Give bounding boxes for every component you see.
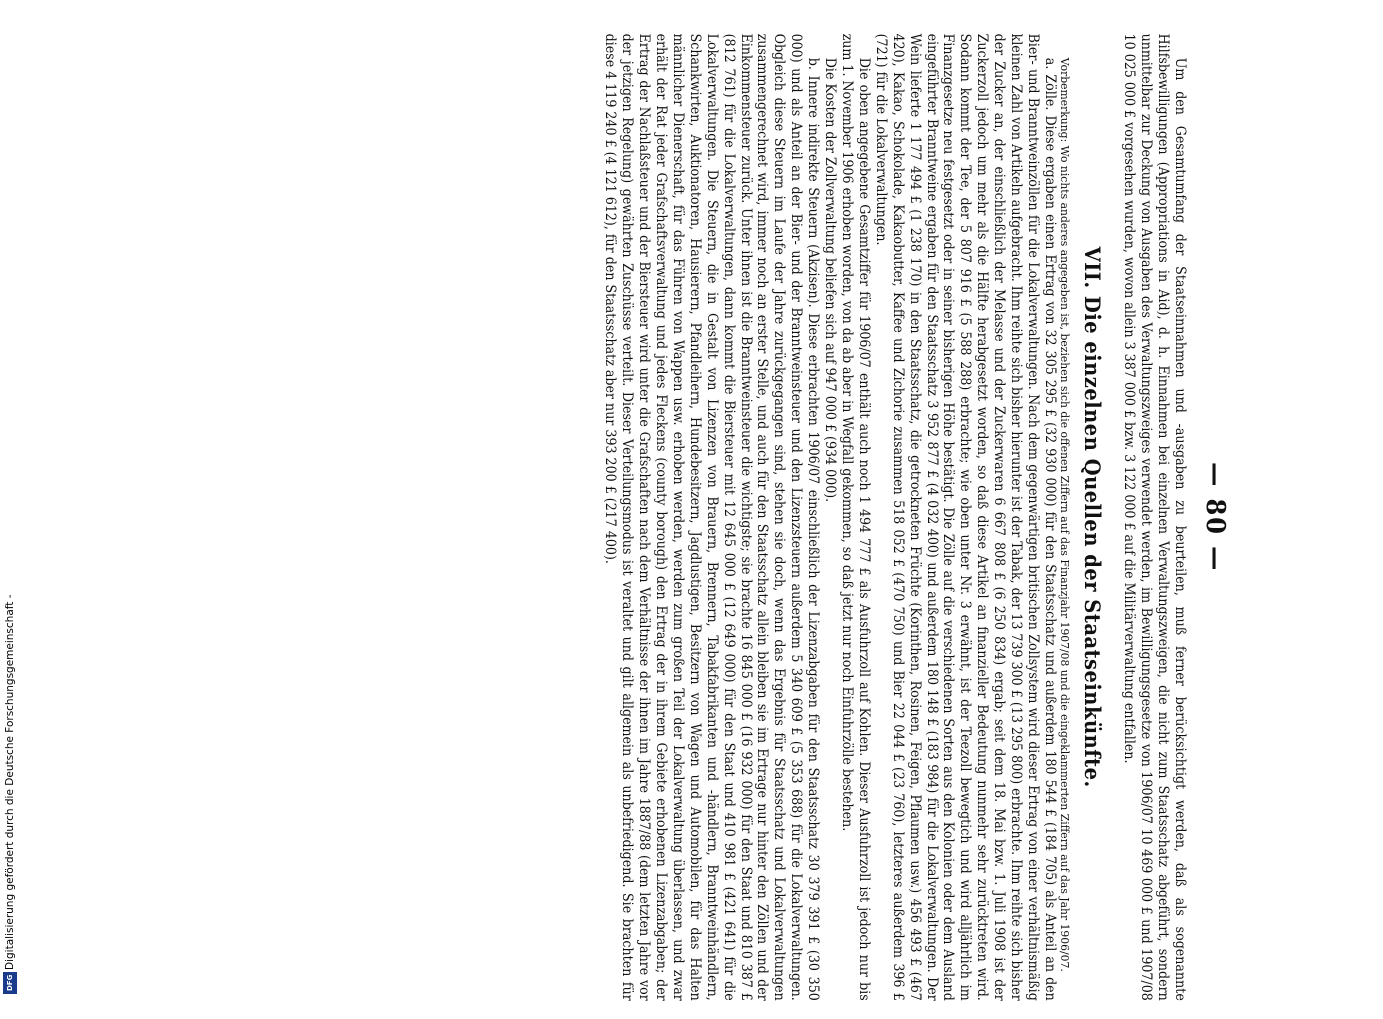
section-heading: VII. Die einzelnen Quellen der Staatseinkünfte. xyxy=(1080,246,1106,788)
scanned-page xyxy=(530,15,1230,1019)
intro-paragraph: Um den Gesamtumfang der Staatseinnahmen und -ausgaben zu beurteilen, muß ferner berücksichtigt werden, daß als sogenannte Hilfsbewilligungen (Appropriations in Aid), d. h. Einnahmen bei einzelnen Verwaltungszweigen, die nicht zum Staatsschatz abgeführt, sondern unmittelbar zur Deckung von Ausgaben des Verwaltungszweiges verwendet werden, im Bewilligungsgesetze von 1906/07 10 469 000 £ und 1907/08 10 025 000 £ vorgesehen wurden, wovon allein 3 387 000 £ bzw. 3 122 000 £ auf die Militärverwaltung entfallen. xyxy=(1121,33,1188,1001)
paragraph-excise: b. Innere indirekte Steuern (Akzisen). Diese erbrachten 1906/07 einschließlich der Lizenzabgaben für den Staatsschatz 30 379 391 £ (30 350 000) und als Anteil an der Bier- und der Branntweinsteuer und den Lizenzsteuern außerdem 5 340 609 £ (5 353 688) für die Lokalverwaltungen. Obgleich diese Steuern im Laufe der Jahre zurückgegangen sind, stehen sie doch, wenn das Ergebnis für Staatsschatz und Lokalverwaltungen zusammengerechnet wird, immer noch an erster Stelle, und auch für den Staatsschatz allein bleiben sie im Ertrage nur hinter den Zöllen und der Einkommensteuer zurück. Unter ihnen ist die Branntweinsteuer die wichtigste; sie brachte 16 845 000 £ (16 932 000) für den Staat und 810 387 £ (812 761) für die Lokalverwaltungen, dann kommt die Biersteuer mit 12 645 000 £ (12 649 000) für den Staat und 410 981 £ (421 641) für die Lokalverwaltungen. Die Steuern, die in Gestalt von Lizenzen von Brauern, Brennern, Tabakfabrikanten und -händlern, Branntweinhändlern, Schankwirten, Auktionatoren, Hausierern, Pfandleihern, Hundebesitzern, Jagdlustigen, Besitzern von Wagen und Automobilen, für das Halten männlicher Dienerschaft, für das Führen von Wappen usw. erhoben werden, werden zum großen Teil der Lokalverwaltung überlassen, und zwar erhält der Rat jeder Grafschaftsverwaltung und jedes Fleckens (county borough) den Ertrag der in ihrem Gebiete erhobenen Lizenzabgaben; der Ertrag der Nachlaßsteuer und der Biersteuer wird unter die Grafschaften nach dem Verhältnisse der ihnen im Jahre 1887/88 (dem letzten Jahre vor der jetzigen Regelung) gewährten Zuschüsse verteilt. Dieser Verteilungsmodus ist veraltet und gilt allgemein als unbefriedigend. Sie brachten für diese 4 119 240 £ (4 121 612), für den Staatsschatz aber nur 393 200 £ (217 400). xyxy=(602,33,822,1001)
paragraph-export-duty: Die oben angegebene Gesamtziffer für 1906/07 enthält auch noch 1 494 777 £ als Ausfuhrzoll auf Kohlen. Dieser Ausfuhrzoll ist jedoch nur bis zum 1. November 1906 erhoben worden, von da ab aber in Wegfall gekommen, so daß jetzt nur noch Einfuhrzölle bestehen. xyxy=(839,33,872,1001)
page-content xyxy=(510,15,1230,1019)
paragraph-customs: a. Zölle. Diese ergaben einen Ertrag von 32 305 295 £ (32 930 000) für den Staatsschatz und außerdem 180 544 £ (184 705) als Anteil an den Bier- und Branntweinzöllen für die Lokalverwaltungen. Nach dem gegenwärtigen britischen Zollsystem wird dieser Ertrag von einer verhältnismäßig kleinen Zahl von Artikeln aufgebracht. Ihm reihte sich bisher hierunter ist der Tabak, der 13 739 300 £ (13 295 800) erbrachte. Ihm reihte sich bisher der Zucker an, der einschließlich der Melasse und der Zuckerwaren 6 667 808 £ (6 250 834) ergab; seit dem 18. Mai bzw. 1. Juli 1908 ist der Zuckerzoll jedoch um mehr als die Hälfte herabgesetzt worden, so daß diese Artikel an finanzieller Bedeutung nunmehr sehr zurücktreten wird. Sodann kommt der Tee, der 5 807 916 £ (5 588 288) erbrachte; wie oben unter Nr. 3 erwähnt, ist der Teezoll bewegtich und wird alljährlich im Finanzgesetze neu festgesetzt oder in seiner bisherigen Höhe bestätigt. Die Zölle auf die verschiedenen Sorten aus den Kolonien oder dem Ausland eingeführter Branntweine ergaben für den Staatsschatz 3 952 877 £ (4 032 400) und außerdem 180 148 £ (183 984) für die Lokalverwaltungen. Der Wein lieferte 1 177 494 £ (1 238 170) in den Staatsschatz, die getrockneten Früchte (Korinthen, Rosinen, Feigen, Pflaumen usw.) 456 493 £ (467 420), Kakao, Schokolade, Kakaobutter, Kaffee und Zichorie zusammen 518 052 £ (470 750) und Bier 22 044 £ (23 760), letzteres außerdem 396 £ (721) für die Lokalverwaltungen. xyxy=(872,33,1058,1001)
credit-text: Digitalisierung gefördert durch die Deutsche Forschungsgemeinschaft - xyxy=(4,594,16,970)
page-number: — 80 — xyxy=(1200,462,1230,573)
dfg-logo: DFG xyxy=(3,972,17,994)
digitization-credit xyxy=(0,0,24,1000)
paragraph-customs-costs: Die Kosten der Zollverwaltung beliefen sich auf 947 000 £ (934 000). xyxy=(822,57,839,503)
preliminary-note: Vorbemerkung: Wo nichts anderes angegeben ist, beziehen sich die offenen Ziffern auf das Finanzjahr 1907/08 und die eingeklammerten Ziffern auf das Jahr 1906/07. xyxy=(1058,57,1073,972)
